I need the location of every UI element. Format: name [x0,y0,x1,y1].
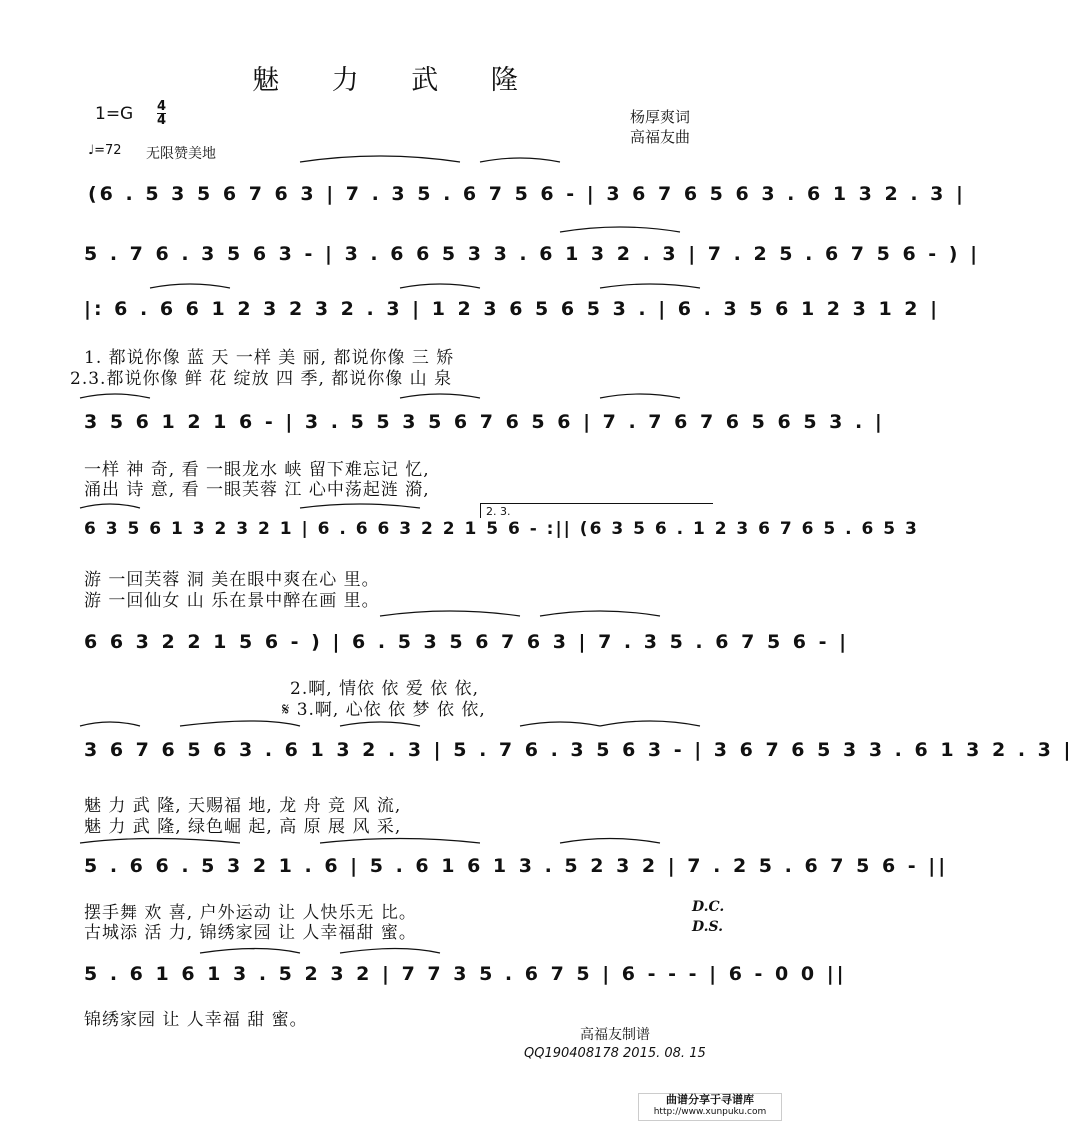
lyric-row9-verse1: 锦绣家园 让 人幸福 甜 蜜。 [84,1010,308,1030]
time-signature [157,100,166,127]
page-title: 魅 力 武 隆 [252,65,540,96]
music-row-1: (6 . 5 3 5 6 7 6 3 | 7 . 3 5 . 6 7 5 6 - | 3 6 7 6 5 6 3 . 6 1 3 2 . 3 | [88,183,966,205]
time-signature-bottom: 4 [157,113,167,128]
lyric-row3-verse2: 2.3.都说你像 鲜 花 绽放 四 季, 都说你像 山 泉 [70,369,453,389]
lyric-row8-verse1: 摆手舞 欢 喜, 户外运动 让 人快乐无 比。 [84,903,417,923]
lyric-row5-verse2: 游 一回仙女 山 乐在景中醉在画 里。 [84,591,380,611]
lyric-row7-verse2: 魅 力 武 隆, 绿色崛 起, 高 原 展 风 采, [84,817,402,837]
volta-label: 2. 3. [486,505,511,518]
music-row-3: |: 6 . 6 6 1 2 3 2 3 2 . 3 | 1 2 3 6 5 6 5 3 . | 6 . 3 5 6 1 2 3 1 2 | [84,298,941,320]
lyric-row5-verse1: 游 一回芙蓉 洞 美在眼中爽在心 里。 [84,570,380,590]
lyric-row3-verse1: 1. 都说你像 蓝 天 一样 美 丽, 都说你像 三 矫 [84,348,455,368]
lyric-row8-verse2: 古城添 活 力, 锦绣家园 让 人幸福甜 蜜。 [84,923,417,943]
lyric-row7-verse1: 魅 力 武 隆, 天赐福 地, 龙 舟 竞 风 流, [84,796,402,816]
dc-mark: D.C. [692,899,725,915]
music-row-6: 6 6 3 2 2 1 5 6 - ) | 6 . 5 3 5 6 7 6 3 | 7 . 3 5 . 6 7 5 6 - | [84,631,850,653]
lyric-row4-verse2: 涌出 诗 意, 看 一眼芙蓉 江 心中荡起涟 漪, [84,480,430,500]
music-row-2: 5 . 7 6 . 3 5 6 3 - | 3 . 6 6 5 3 3 . 6 1 3 2 . 3 | 7 . 2 5 . 6 7 5 6 - ) | [84,243,981,265]
music-row-5: 6 3 5 6 1 3 2 3 2 1 | 6 . 6 6 3 2 2 1 5 6 - :|| (6 3 5 6 . 1 2 3 6 7 6 5 . 6 5 3 [84,519,919,539]
expression-mark: 无限赞美地 [146,146,216,162]
lyric-row6-verse2: 𝄋 3.啊, 心依 依 梦 依 依, [282,700,486,720]
time-signature-top: 4 [157,99,167,114]
arranger-credit: 高福友制谱 [580,1027,650,1043]
music-row-4: 3 5 6 1 2 1 6 - | 3 . 5 5 3 5 6 7 6 5 6 | 7 . 7 6 7 6 5 6 5 3 . | [84,411,885,433]
contact-info: QQ190408178 2015. 08. 15 [524,1046,706,1061]
tempo: ♩=72 [88,143,122,158]
lyric-row6-verse1: 2.啊, 情依 依 爱 依 依, [290,679,480,699]
composer-credit: 高福友曲 [630,128,691,146]
music-row-9: 5 . 6 1 6 1 3 . 5 2 3 2 | 7 7 3 5 . 6 7 5 | 6 - - - | 6 - 0 0 || [84,963,847,985]
music-row-8: 5 . 6 6 . 5 3 2 1 . 6 | 5 . 6 1 6 1 3 . 5 2 3 2 | 7 . 2 5 . 6 7 5 6 - || [84,855,949,877]
watermark-line1: 曲谱分享于寻谱库 [666,1093,754,1106]
site-watermark [638,1093,782,1121]
lyric-row4-verse1: 一样 神 奇, 看 一眼龙水 峡 留下难忘记 忆, [84,460,430,480]
key-signature: 1=G [95,104,134,124]
lyricist-credit: 杨厚爽词 [630,108,691,126]
ds-mark: D.S. [692,919,724,935]
music-row-7: 3 6 7 6 5 6 3 . 6 1 3 2 . 3 | 5 . 7 6 . 3 5 6 3 - | 3 6 7 6 5 3 3 . 6 1 3 2 . 3 | [84,739,1073,761]
volta-bracket [480,503,713,518]
watermark-line2: http://www.xunpuku.com [653,1107,767,1117]
